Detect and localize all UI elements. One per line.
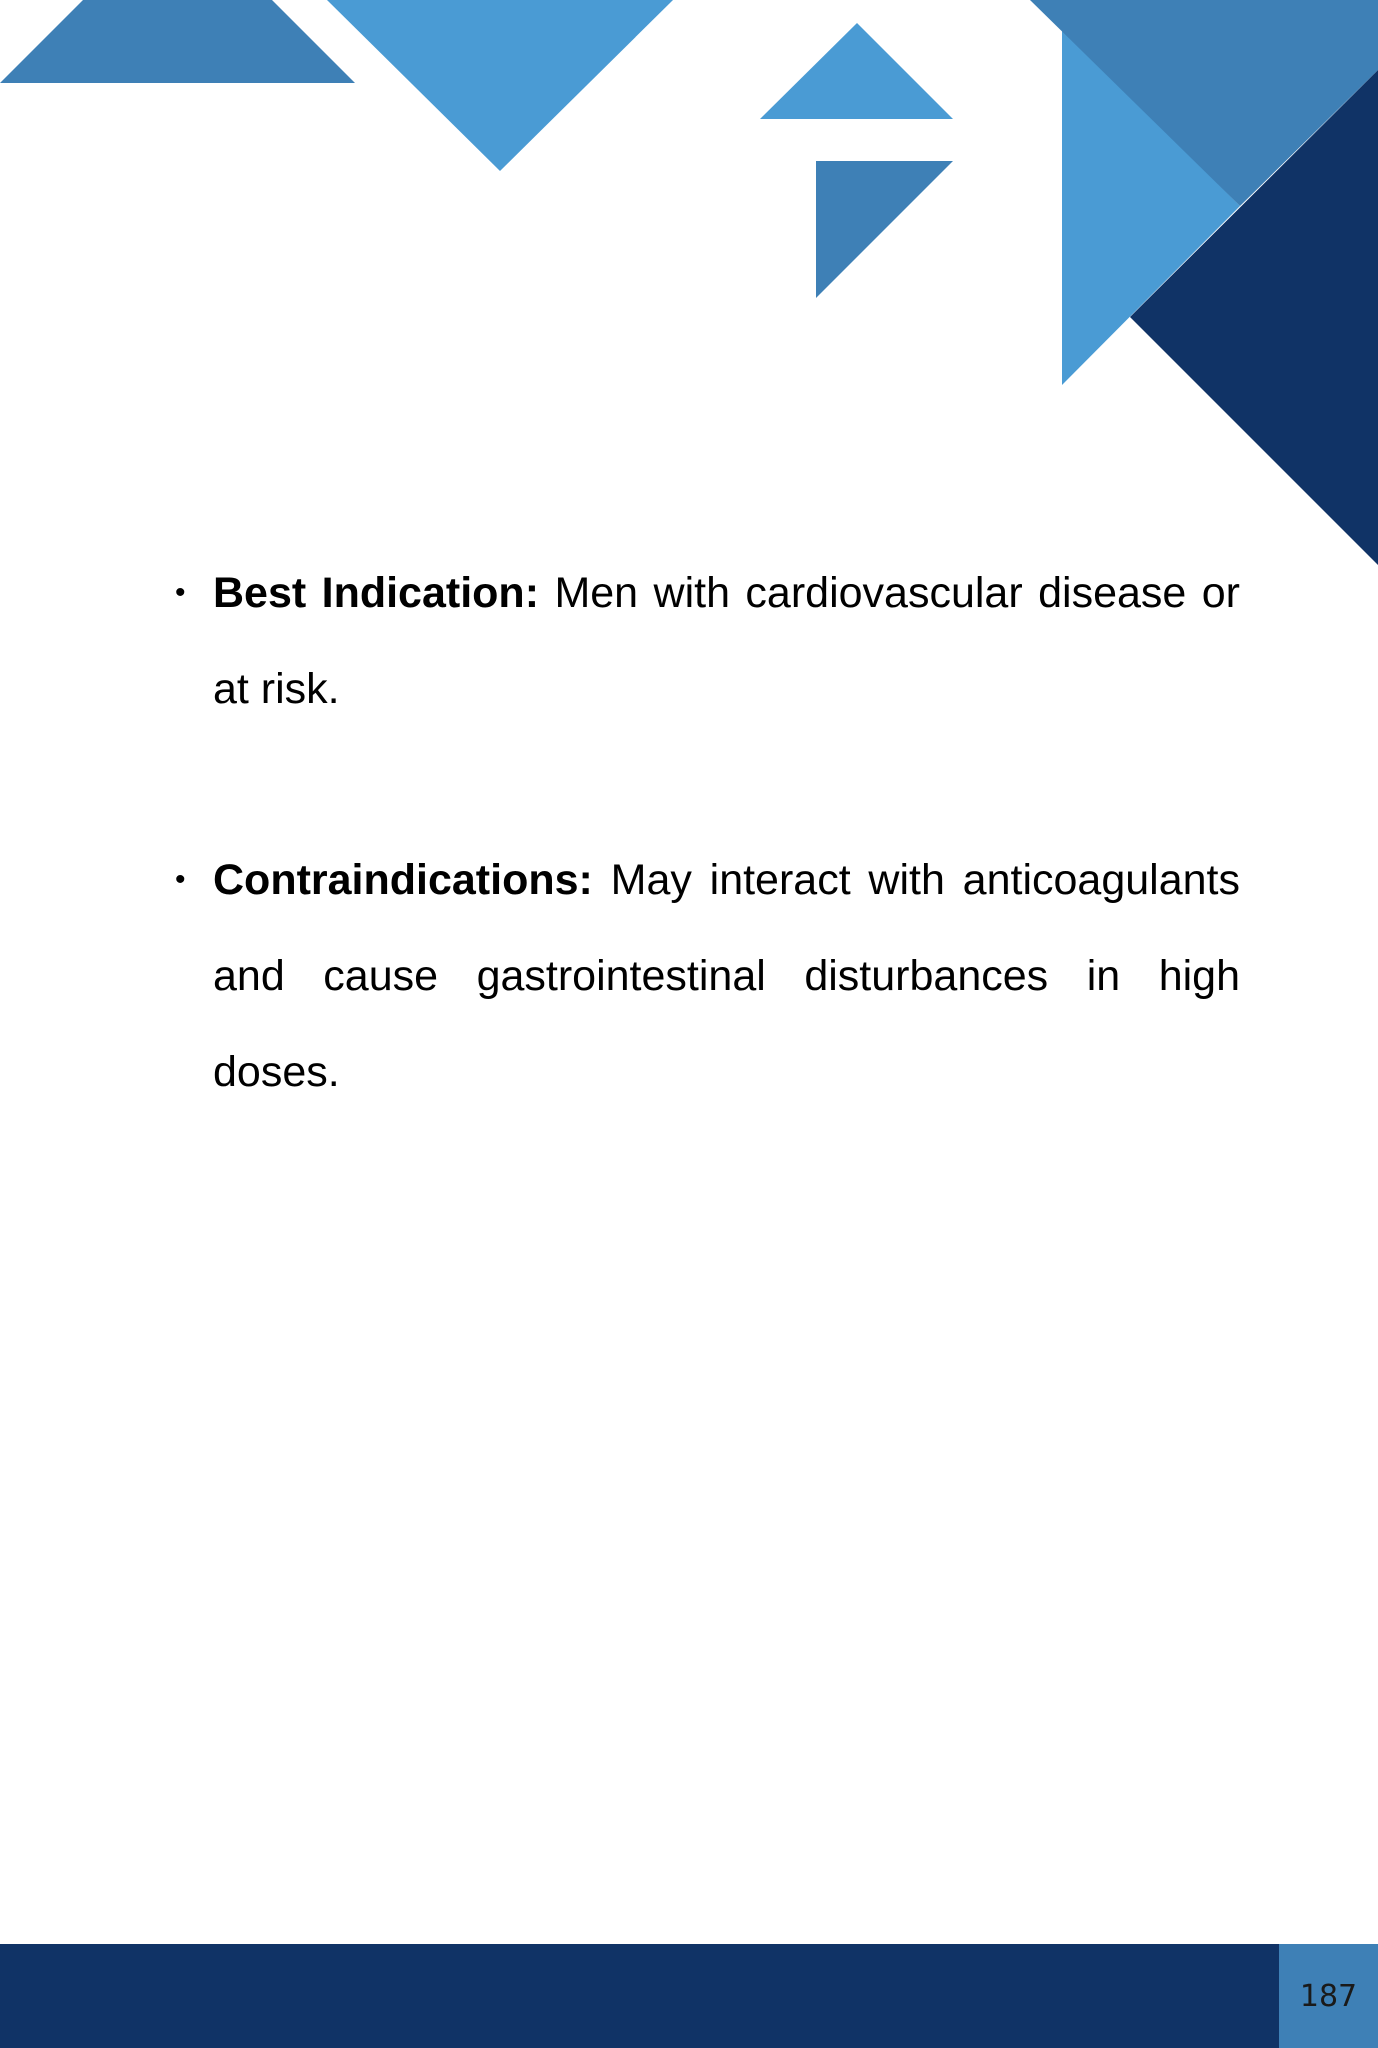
bullet-icon: • xyxy=(175,576,186,609)
item-term: Best Indication: xyxy=(213,569,540,617)
page-footer xyxy=(0,1944,1378,2048)
triangle-small-up xyxy=(760,23,953,119)
triangle-top-left xyxy=(0,0,355,83)
list-item-contraindications xyxy=(175,832,1240,1120)
document-body xyxy=(175,545,1240,1120)
bullet-icon: • xyxy=(175,863,186,896)
item-text: May interact with anticoagulants and cause gastrointestinal disturbances in high doses. xyxy=(213,856,1240,1096)
item-text: Men with cardiovascular disease or at risk. xyxy=(213,569,1240,713)
triangle-small-down xyxy=(816,161,953,298)
triangle-top-center xyxy=(327,0,673,171)
item-term: Contraindications: xyxy=(213,856,593,904)
list-item-best-indication xyxy=(175,545,1240,737)
decorative-triangles xyxy=(0,0,1378,600)
page-number-box xyxy=(1279,1944,1378,2048)
page-number: 187 xyxy=(1299,1978,1358,2014)
